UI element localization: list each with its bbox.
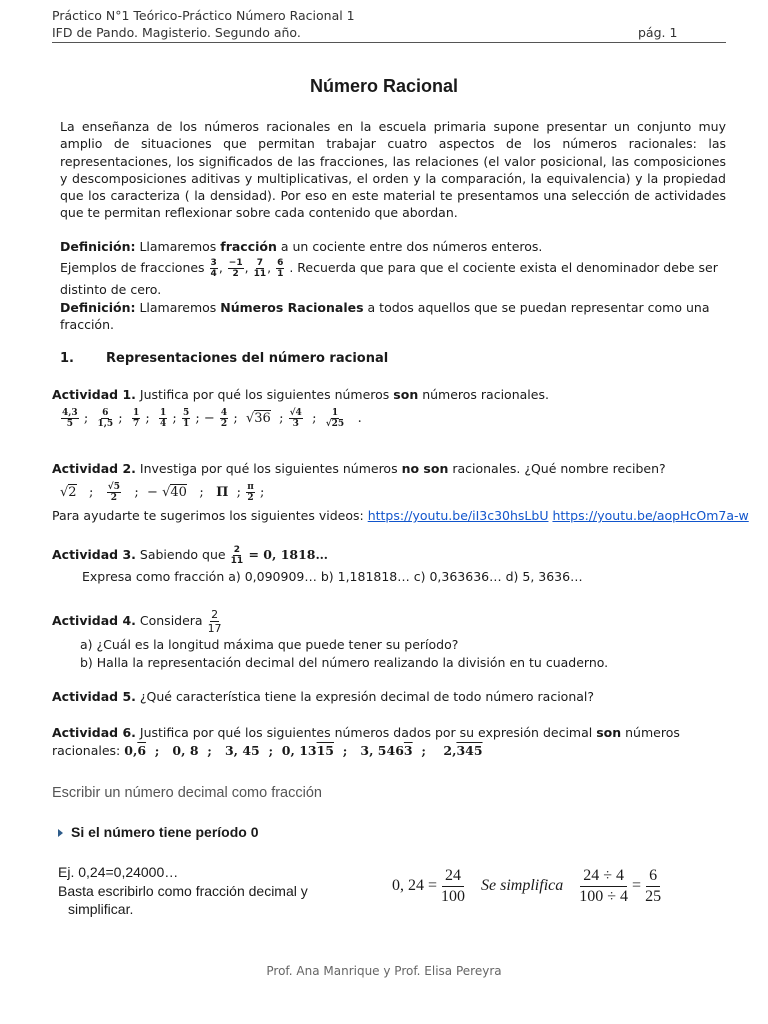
video-link-2[interactable]: https://youtu.be/aopHcOm7a-w — [552, 508, 749, 523]
definition-rational: Definición: Llamaremos Números Racionales a todos aquellos que se puedan representar como una — [60, 300, 710, 315]
page-title: Número Racional — [309, 76, 459, 96]
section-title: Representaciones del número racional — [106, 351, 389, 366]
page-number: pág. 1 — [638, 25, 678, 40]
activity-3-items: Expresa como fracción a) 0,090909… b) 1,181818… c) 0,363636… d) 5, 3636… — [82, 569, 583, 584]
subsection-period-zero: Si el número tiene período 0 — [58, 824, 258, 840]
example-line: Ej. 0,24=0,24000… — [58, 864, 179, 880]
footer-authors: Prof. Ana Manrique y Prof. Elisa Pereyra — [266, 964, 502, 978]
example-fraction: $\frac{3}{4}$ — [210, 258, 217, 279]
intro-paragraph: La enseñanza de los números racionales en la escuela primaria supone presentar un conjunto muy amplio de situaciones que permitan trabajar cuatro aspectos de los números racionales: las representaciones, los significados de las fracciones, las relaciones (el valor posicional, las composiciones y descomposiciones aditivas y multiplicativas, el orden y la comparación, la equivalencia) y la propiedad que los caracteriza ( la densidad). Por eso en este material te presentamos una selección de actividades que te permitan reflexionar sobre cada contenido que abordan. — [60, 119, 726, 221]
header-line-2: IFD de Pando. Magisterio. Segundo año. — [52, 25, 301, 40]
definition-label: Definición: — [60, 300, 136, 315]
header-line-1: Práctico N°1 Teórico-Práctico Número Racional 1 — [52, 8, 355, 23]
activity-2: Actividad 2. Investiga por qué los siguientes números no son racionales. ¿Qué nombre reciben? — [52, 461, 666, 476]
example-explanation: Basta escribirlo como fracción decimal y — [58, 883, 308, 899]
activity-1: Actividad 1. Justifica por qué los siguientes números son números racionales. — [52, 387, 549, 402]
example-explanation-cont: simplificar. — [68, 901, 134, 917]
examples-continuation: distinto de cero. — [60, 282, 162, 297]
definition-label: Definición: — [60, 239, 136, 254]
activity-label: Actividad 1. — [52, 387, 136, 402]
section-number: 1. — [60, 351, 74, 366]
header-rule — [52, 42, 726, 43]
activity-1-numbers: $\frac{4,3}{5}$ ; $\frac{6}{1,5}$ ; $\frac{1}{7}$ ; $\frac{1}{4}$ ; $\frac{5}{1}$ ; − $\frac{4}{2}$ ; √36 ; $\frac{√4}{3}$ ; $\frac{1}{√25}$ . — [62, 408, 362, 429]
activity-label: Actividad 3. — [52, 547, 136, 562]
simplification-formula: 0, 24 = $\frac{24}{100}$ Se simplifica $\frac{24 \div 4}{100 \div 4}$ = $\frac{6}{25}$ — [392, 867, 662, 905]
activity-4-item-a: a) ¿Cuál es la longitud máxima que puede tener su período? — [80, 637, 459, 652]
example-fraction: $\frac{7}{11}$ — [253, 258, 267, 279]
activity-label: Actividad 6. — [52, 725, 136, 740]
activity-5: Actividad 5. ¿Qué característica tiene la expresión decimal de todo número racional? — [52, 689, 595, 704]
activity-6: Actividad 6. Justifica por qué los siguientes números dados por su expresión decimal son números — [52, 725, 680, 740]
definition-rational-cont: fracción. — [60, 317, 114, 332]
example-fraction: $\frac{6}{1}$ — [277, 258, 284, 279]
activity-label: Actividad 5. — [52, 689, 136, 704]
section-2-title: Escribir un número decimal como fracción — [52, 785, 322, 801]
activity-4-item-b: b) Halla la representación decimal del número realizando la división en tu cuaderno. — [80, 655, 609, 670]
activity-label: Actividad 4. — [52, 613, 136, 628]
video-link-1[interactable]: https://youtu.be/iI3c30hsLbU — [367, 508, 549, 523]
definition-fraction: Definición: Llamaremos fracción a un cociente entre dos números enteros. — [60, 239, 543, 254]
activity-2-numbers: √2 ; $\frac{√5}{2}$ ; − √40 ; Π ; $\frac{\pi}{2}$ ; — [60, 482, 265, 503]
fraction-examples: Ejemplos de fracciones $\frac{3}{4}$ , $\frac{-1}{2}$ , $\frac{7}{11}$ , $\frac{6}{1}$ . Recuerda que para que el cociente exista el denominador debe ser — [60, 258, 718, 279]
activity-6-numbers: racionales: 0,6 ; 0, 8 ; 3, 45 ; 0, 1315 ; 3, 5463 ; 2,345 — [52, 743, 483, 758]
activity-4: Actividad 4. Considera $\frac{2}{17}$ — [52, 608, 222, 635]
activity-3: Actividad 3. Sabiendo que $\frac{2}{11}$ = 0, 1818… — [52, 545, 328, 566]
example-fraction: $\frac{-1}{2}$ — [228, 258, 243, 279]
bullet-triangle-icon — [58, 829, 63, 837]
video-suggestions: Para ayudarte te sugerimos los siguientes videos: https://youtu.be/iI3c30hsLbU https://youtu.be/aopHcOm7a-w — [52, 508, 749, 523]
activity-label: Actividad 2. — [52, 461, 136, 476]
